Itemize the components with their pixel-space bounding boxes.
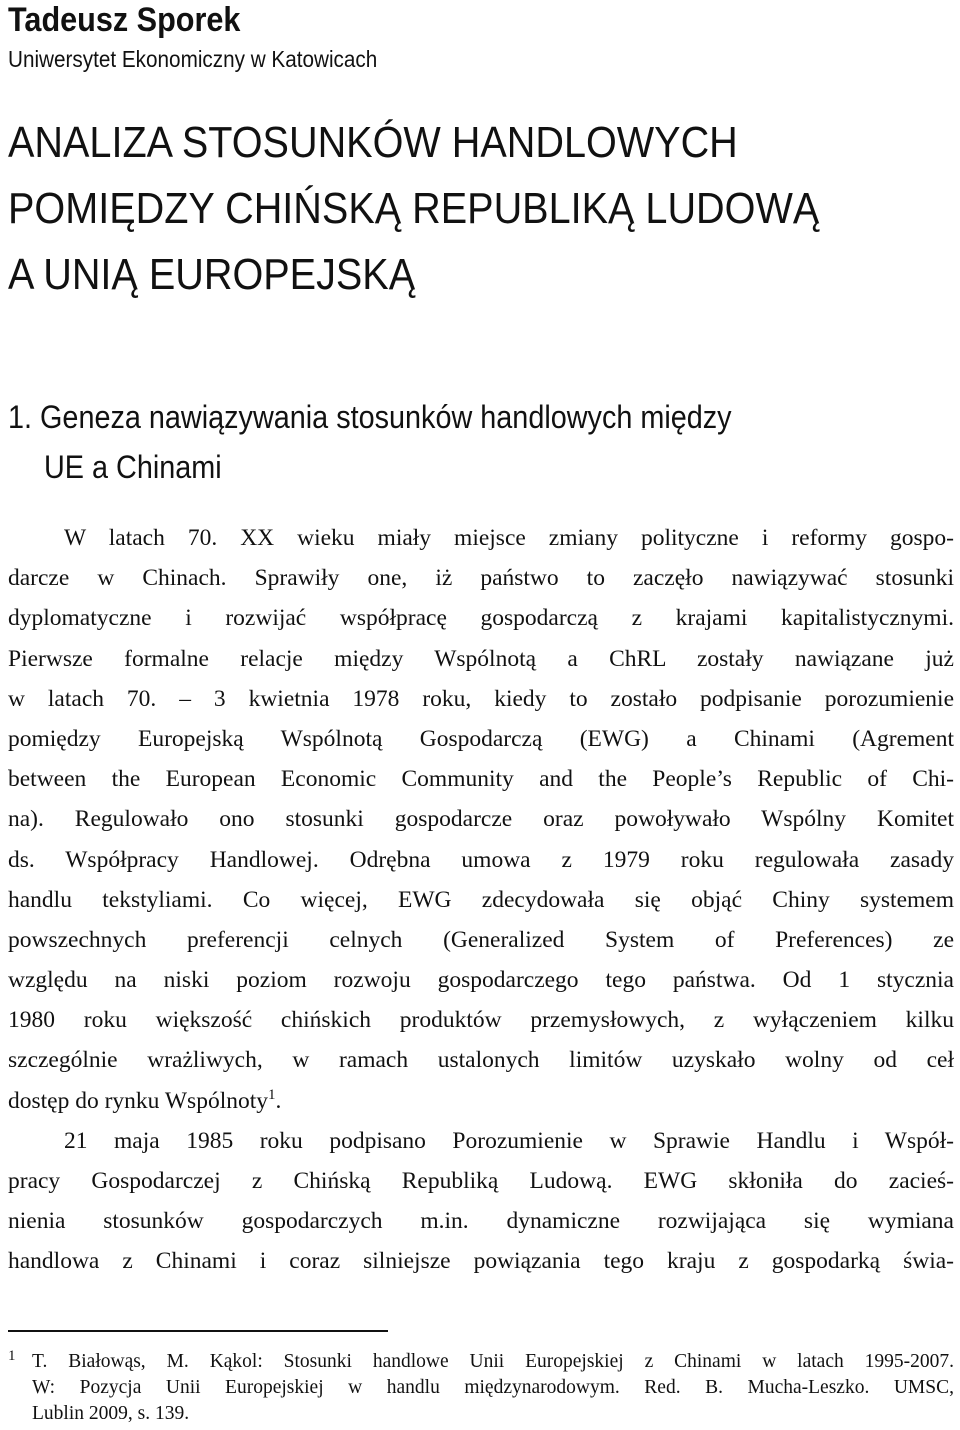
paragraph-line: nienia stosunków gospodarczych m.in. dynamiczne rozwijająca się wymiana bbox=[8, 1208, 954, 1235]
paragraph-line: pracy Gospodarczej z Chińską Republiką Ludową. EWG skłoniła do zacieś- bbox=[8, 1168, 954, 1194]
footnote bbox=[8, 1349, 954, 1427]
paragraph-line: W latach 70. XX wieku miały miejsce zmiany polityczne i reformy gospo- bbox=[64, 525, 954, 551]
paragraph-line: w latach 70. – 3 kwietnia 1978 roku, kiedy to zostało podpisanie porozumienie bbox=[8, 685, 954, 712]
footnote-mark: 1 bbox=[8, 1348, 16, 1364]
paragraph-line: 21 maja 1985 roku podpisano Porozumienie w Sprawie Handlu i Współ- bbox=[64, 1127, 954, 1154]
paragraph-line: powszechnych preferencji celnych (Generalized System of Preferences) ze bbox=[8, 926, 954, 953]
title-line: POMIĘDZY CHIŃSKĄ REPUBLIKĄ LUDOWĄ bbox=[8, 184, 820, 233]
paragraph-line-text: dostęp do rynku Wspólnoty bbox=[8, 1087, 269, 1114]
footnote-divider bbox=[8, 1330, 388, 1332]
paragraph-line: 1980 roku większość chińskich produktów przemysłowych, z wyłączeniem kilku bbox=[8, 1007, 954, 1034]
body-text bbox=[8, 518, 954, 1282]
paragraph-line: handlowa z Chinami i coraz silniejsze powiązania tego kraju z gospodarką świa- bbox=[8, 1248, 954, 1275]
paper-title bbox=[8, 110, 819, 308]
footnote-line: Lublin 2009, s. 139. bbox=[32, 1403, 190, 1424]
section-heading-line: UE a Chinami bbox=[44, 449, 222, 485]
paragraph-line: Pierwsze formalne relacje między Wspólnotą a ChRL zostały nawiązane już bbox=[8, 645, 954, 672]
paragraph-line: względu na niski poziom rozwoju gospodarczego tego państwa. Od 1 stycznia bbox=[8, 967, 954, 994]
title-line: ANALIZA STOSUNKÓW HANDLOWYCH bbox=[8, 118, 738, 167]
author-affiliation: Uniwersytet Ekonomiczny w Katowicach bbox=[8, 46, 378, 72]
title-line: A UNIĄ EUROPEJSKĄ bbox=[8, 250, 416, 299]
author-name: Tadeusz Sporek bbox=[8, 1, 241, 39]
paragraph-line: pomiędzy Europejską Wspólnotą Gospodarczą (EWG) a Chinami (Agrement bbox=[8, 725, 954, 752]
paragraph-line: between the European Economic Community and the People’s Republic of Chi- bbox=[8, 766, 954, 793]
footnote-line: T. Białowąs, M. Kąkol: Stosunki handlowe Unii Europejskiej z Chinami w latach 1995-2007. bbox=[32, 1351, 954, 1372]
section-heading-line: 1. Geneza nawiązywania stosunków handlowych między bbox=[8, 399, 732, 435]
sentence-end: . bbox=[275, 1087, 282, 1114]
paragraph-line: na). Regulowało ono stosunki gospodarcze oraz powoływało Wspólny Komitet bbox=[8, 806, 954, 833]
paragraph-line: ds. Współpracy Handlowej. Odrębna umowa z 1979 roku regulowała zasady bbox=[8, 846, 954, 873]
paragraph-line: handlu tekstyliami. Co więcej, EWG zdecydowała się objąć Chiny systemem bbox=[8, 886, 954, 913]
footnote-line: W: Pozycja Unii Europejskiej w handlu międzynarodowym. Red. B. Mucha-Leszko. UMSC, bbox=[32, 1377, 954, 1398]
paragraph-line: darcze w Chinach. Sprawiły one, iż państwo to zaczęło nawiązywać stosunki bbox=[8, 565, 954, 592]
footnote-reference[interactable]: 1 bbox=[268, 1086, 276, 1103]
paragraph-line: szczególnie wrażliwych, w ramach ustalonych limitów uzyskało wolny od ceł bbox=[8, 1047, 954, 1074]
section-heading bbox=[8, 392, 732, 492]
paragraph-line: dyplomatyczne i rozwijać współpracę gospodarczą z krajami kapitalistycznymi. bbox=[8, 605, 954, 632]
paragraph-line-with-footnote bbox=[8, 1081, 954, 1121]
